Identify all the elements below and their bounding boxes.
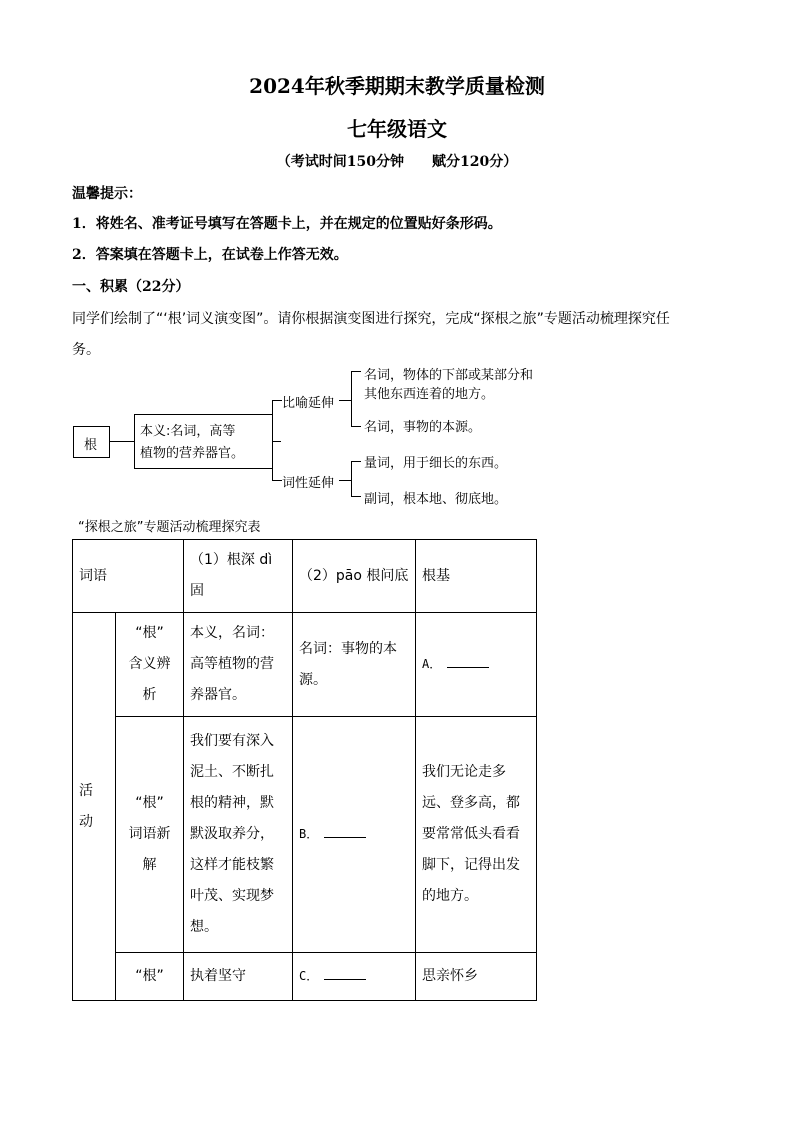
table-header-row — [73, 540, 537, 613]
exam-title: 2024年秋季期期末教学质量检测 — [249, 74, 545, 98]
table-row — [73, 953, 537, 1001]
table-cell: 本义，名词： 高等植物的营 养器官。 — [184, 613, 293, 717]
connector — [351, 371, 352, 427]
connector — [351, 461, 361, 462]
header-cell: 根基 — [416, 540, 537, 613]
header-cell: （2）pāo 根问底 — [293, 540, 416, 613]
root-label: 根 — [84, 438, 98, 453]
exam-info: （考试时间150分钟 赋分120分） — [276, 154, 518, 170]
table-cell: 名词：事物的本 源。 — [293, 613, 416, 717]
table-cell: 我们要有深入 泥土、不断扎 根的精神，默 默汲取养分， 这样才能枝繁 叶茂、实现梦 想。 — [184, 717, 293, 953]
original-meaning-line: 本义:名词，高等 — [140, 424, 236, 439]
connector — [272, 400, 273, 480]
connector — [351, 461, 352, 497]
connector — [339, 400, 351, 401]
row-label-cell: “根” 含义辨 析 — [116, 613, 184, 717]
meaning-item: 其他东西连着的地方。 — [364, 387, 495, 402]
branch-pos-label: 词性延伸 — [282, 476, 335, 491]
meaning-item: 量词，用于细长的东西。 — [364, 456, 508, 471]
connector — [273, 441, 281, 442]
table-row — [73, 613, 537, 717]
table-cell: 思亲怀乡 — [416, 953, 537, 1001]
section-intro: 同学们绘制了“‘根’词义演变图”。请你根据演变图进行探究，完成“探根之旅”专题活动梳理探究任 — [72, 311, 670, 327]
table-cell: 执着坚守 — [184, 953, 293, 1001]
section-intro-cont: 务。 — [72, 342, 100, 358]
section-heading: 一、积累（22分） — [72, 279, 190, 295]
answer-cell-b[interactable]: B． — [293, 717, 416, 953]
answer-blank[interactable] — [324, 823, 366, 838]
connector — [272, 400, 282, 401]
header-cell: （1）根深 dì 固 — [184, 540, 293, 613]
connector — [339, 480, 351, 481]
connector — [351, 371, 361, 372]
notice-item: 1．将姓名、准考证号填写在答题卡上，并在规定的位置贴好条形码。 — [72, 216, 502, 232]
connector — [272, 480, 282, 481]
table-cell: 我们无论走多 远、登多高，都 要常常低头看看 脚下，记得出发 的地方。 — [416, 717, 537, 953]
connector — [351, 426, 361, 427]
exploration-table — [72, 539, 537, 1001]
table-caption: “探根之旅”专题活动梳理探究表 — [78, 520, 261, 535]
meaning-item: 名词，物体的下部或某部分和 — [364, 368, 534, 383]
row-label-cell: “根” 词语新 解 — [116, 717, 184, 953]
answer-blank[interactable] — [324, 965, 366, 980]
header-cell: 词语 — [73, 540, 184, 613]
notice-heading: 温馨提示： — [72, 186, 142, 202]
row-label-cell: “根” — [116, 953, 184, 1001]
meaning-item: 名词，事物的本源。 — [364, 420, 482, 435]
meaning-item: 副词，根本地、彻底地。 — [364, 492, 508, 507]
connector — [351, 496, 361, 497]
notice-item: 2．答案填在答题卡上，在试卷上作答无效。 — [72, 247, 348, 263]
table-row — [73, 717, 537, 953]
answer-cell-a[interactable]: A． — [416, 613, 537, 717]
grade-subject: 七年级语文 — [347, 117, 447, 141]
answer-blank[interactable] — [447, 653, 489, 668]
original-meaning-line: 植物的营养器官。 — [140, 446, 245, 461]
activity-label-cell: 活 动 — [73, 613, 116, 1001]
branch-metaphor-label: 比喻延伸 — [282, 396, 335, 411]
answer-cell-c[interactable]: C． — [293, 953, 416, 1001]
connector — [110, 441, 134, 442]
